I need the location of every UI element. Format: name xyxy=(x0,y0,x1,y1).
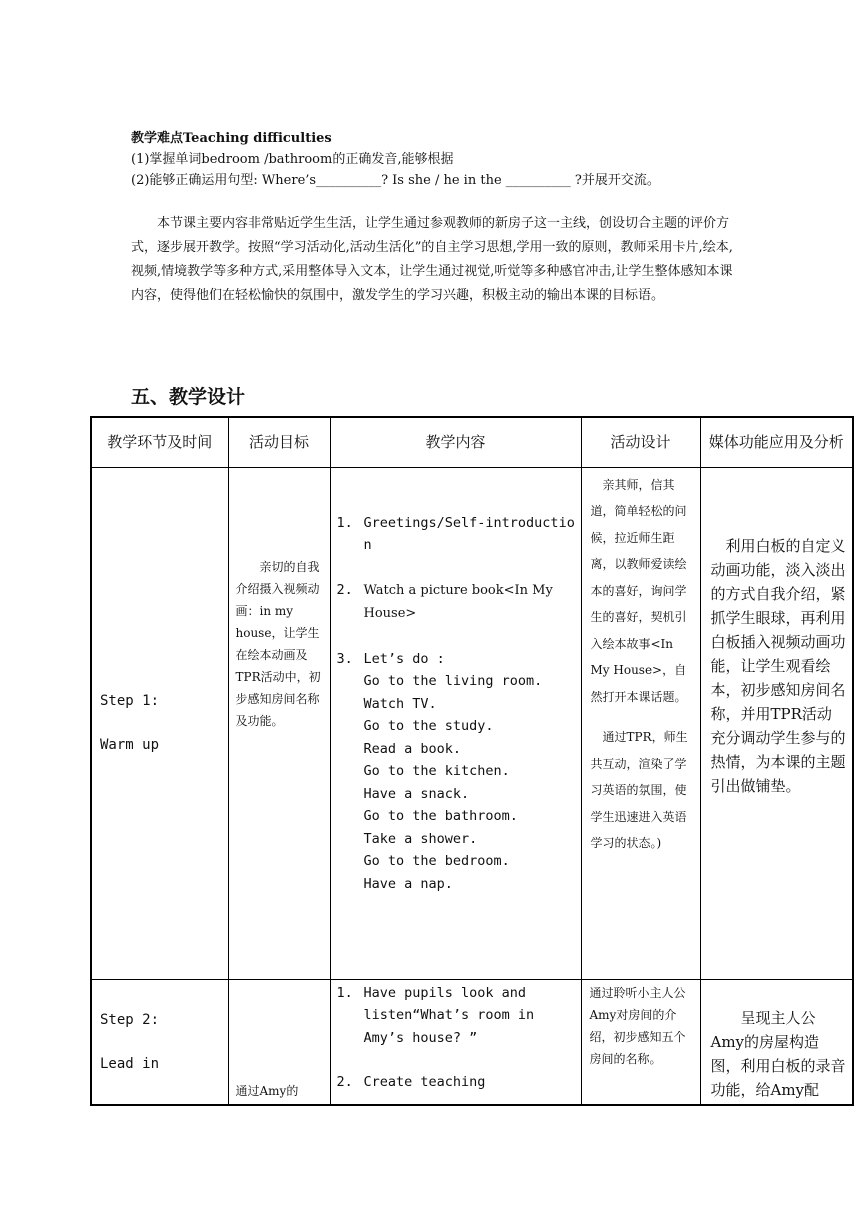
difficulty-item-2: (2)能够正确运用句型: Where’s__________? Is she / he in the __________ ?并展开交流。 xyxy=(131,173,660,188)
lets-do-commands xyxy=(337,670,577,895)
header-content: 教学内容 xyxy=(330,417,581,467)
list-item: 1. Greetings/Self-introduction xyxy=(336,514,575,553)
content-cell xyxy=(330,467,581,979)
step-name: Lead in xyxy=(100,1055,160,1072)
activity-cell xyxy=(581,979,700,1105)
activity-text: 通过聆听小主人公Amy对房间的介绍，初步感知五个房间的名称。 xyxy=(589,985,686,1066)
command-line: Take a shower. xyxy=(363,830,478,847)
command-line: Go to the bathroom. xyxy=(363,808,518,824)
command-line: Go to the kitchen. xyxy=(363,763,510,779)
list-item: 1. Have pupils look and listen“What’s room in Amy’s house? ” xyxy=(336,984,535,1046)
step-name: Warm up xyxy=(100,737,160,753)
overview-paragraph: 本节课主要内容非常贴近学生生活，让学生通过参观教师的新房子这一主线，创设切合主题的评价方式，逐步展开教学。按照“学习活动化,活动生活化”的自主学习思想,学用一致的原则，教师采用卡片,绘本,视频,情境教学等多种方式,采用整体导入文本，让学生通过视觉,听觉等多种感官冲击,让学生整体感知本课内容，使得他们在轻松愉快的氛围中，激发学生的学习兴趣，积极主动的输出本课的目标语。 xyxy=(131,216,733,303)
teaching-difficulties-section xyxy=(131,128,735,191)
list-item: 2. Watch a picture book<In My House> xyxy=(336,581,553,621)
goal-cell xyxy=(228,979,330,1105)
media-cell xyxy=(700,467,853,979)
table-header-row xyxy=(91,417,853,467)
activity-cell xyxy=(581,467,700,979)
command-line: Go to the bedroom. xyxy=(363,853,510,869)
content-list xyxy=(337,512,577,671)
goal-text: 亲切的自我介绍摄入视频动画：in my house，让学生在绘本动画及TPR活动中，初步感知房间名称及功能。 xyxy=(235,559,321,728)
header-media: 媒体功能应用及分析 xyxy=(700,417,853,467)
media-text: 呈现主人公Amy的房屋构造图，利用白板的录音功能，给Amy配 xyxy=(710,1008,846,1099)
content-cell xyxy=(330,979,581,1105)
step-cell xyxy=(91,979,228,1105)
activity-text-2: 通过TPR，师生共互动，渲染了学习英语的氛围，使学生迅速进入英语学习的状态。) xyxy=(590,730,688,850)
header-stage: 教学环节及时间 xyxy=(91,417,228,467)
table-row xyxy=(91,467,853,979)
teaching-design-table xyxy=(90,416,854,1106)
activity-text-1: 亲其师，信其道，简单轻松的问候，拉近师生距离，以教师爱读绘本的喜好，询问学生的喜好，契机引入绘本故事<In My House>，自然打开本课话题。 xyxy=(590,477,687,704)
command-line: Go to the study. xyxy=(363,718,494,734)
goal-text: 通过Amy的 xyxy=(235,1084,299,1098)
table-row xyxy=(91,979,853,1105)
step-label: Step 1: xyxy=(100,693,160,709)
goal-cell xyxy=(228,467,330,979)
step-cell xyxy=(91,467,228,979)
section-title: 五、教学设计 xyxy=(131,386,246,408)
list-item: 2. Create teaching xyxy=(336,1074,486,1090)
command-line: Read a book. xyxy=(363,740,462,757)
list-item: 3. Let’s do : xyxy=(336,650,445,667)
command-line: Go to the living room. xyxy=(363,673,543,689)
command-line: Watch TV. xyxy=(363,695,437,712)
difficulty-item-1: (1)掌握单词bedroom /bathroom的正确发音,能够根据 xyxy=(131,152,454,167)
header-activity: 活动设计 xyxy=(581,417,700,467)
header-goal: 活动目标 xyxy=(228,417,330,467)
difficulties-title: 教学难点Teaching difficulties xyxy=(131,131,332,146)
command-line: Have a snack. xyxy=(363,785,470,802)
command-line: Have a nap. xyxy=(363,875,453,892)
media-cell xyxy=(700,979,853,1105)
step-label: Step 2: xyxy=(100,1011,160,1028)
content-list xyxy=(337,982,577,1094)
media-text: 利用白板的自定义动画功能，淡入淡出的方式自我介绍，紧抓学生眼球，再利用白板插入视频动画功能，让学生观看绘本，初步感知房间名称，并用TPR活动充分调动学生参与的热情，为本课的主题引出做铺垫。 xyxy=(710,536,846,795)
